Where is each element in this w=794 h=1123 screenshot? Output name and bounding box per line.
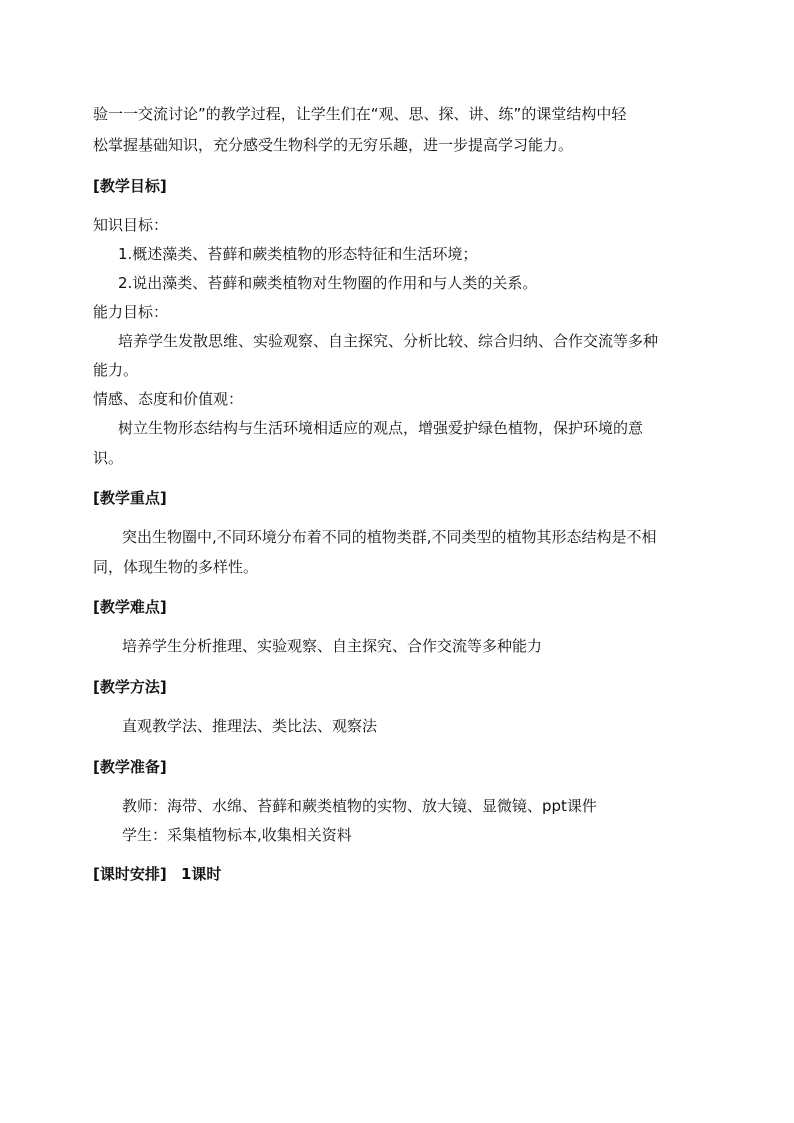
schedule-value: 1课时	[181, 865, 222, 883]
intro-line-1: 验一一交流讨论”的教学过程，让学生们在“观、思、探、讲、练”的课堂结构中轻	[93, 105, 627, 123]
knowledge-goal-label: 知识目标：	[93, 216, 169, 234]
intro-line-2: 松掌握基础知识，充分感受生物科学的无穷乐趣，进一步提高学习能力。	[93, 136, 574, 154]
goals-heading: [教学目标]	[93, 177, 167, 195]
ability-goal-line-1: 培养学生发散思维、实验观察、自主探究、分析比较、综合归纳、合作交流等多种	[118, 332, 659, 350]
key-points-heading: [教学重点]	[93, 489, 167, 507]
methods-heading: [教学方法]	[93, 678, 167, 696]
methods-line-1: 直观教学法、推理法、类比法、观察法	[122, 717, 378, 735]
knowledge-goal-item-2: 2.说出藻类、苔藓和蕨类植物对生物圈的作用和与人类的关系。	[118, 274, 538, 292]
difficulties-line-1: 培养学生分析推理、实验观察、自主探究、合作交流等多种能力	[122, 637, 543, 655]
schedule-heading: [课时安排]	[93, 865, 167, 883]
preparation-teacher: 教师：海带、水绵、苔藓和蕨类植物的实物、放大镜、显微镜、ppt课件	[122, 797, 597, 815]
ability-goal-label: 能力目标：	[93, 303, 169, 321]
emotion-goal-line-1: 树立生物形态结构与生活环境相适应的观点，增强爱护绿色植物，保护环境的意	[118, 419, 644, 437]
emotion-goal-line-2: 识。	[93, 449, 124, 467]
preparation-student: 学生：采集植物标本,收集相关资料	[122, 826, 352, 844]
key-points-line-2: 同，体现生物的多样性。	[93, 558, 259, 576]
difficulties-heading: [教学难点]	[93, 598, 167, 616]
key-points-line-1: 突出生物圈中,不同环境分布着不同的植物类群,不同类型的植物其形态结构是不相	[122, 528, 657, 546]
ability-goal-line-2: 能力。	[93, 361, 139, 379]
emotion-goal-label: 情感、态度和价值观：	[93, 390, 244, 408]
knowledge-goal-item-1: 1.概述藻类、苔藓和蕨类植物的形态特征和生活环境；	[118, 245, 478, 263]
preparation-heading: [教学准备]	[93, 758, 167, 776]
